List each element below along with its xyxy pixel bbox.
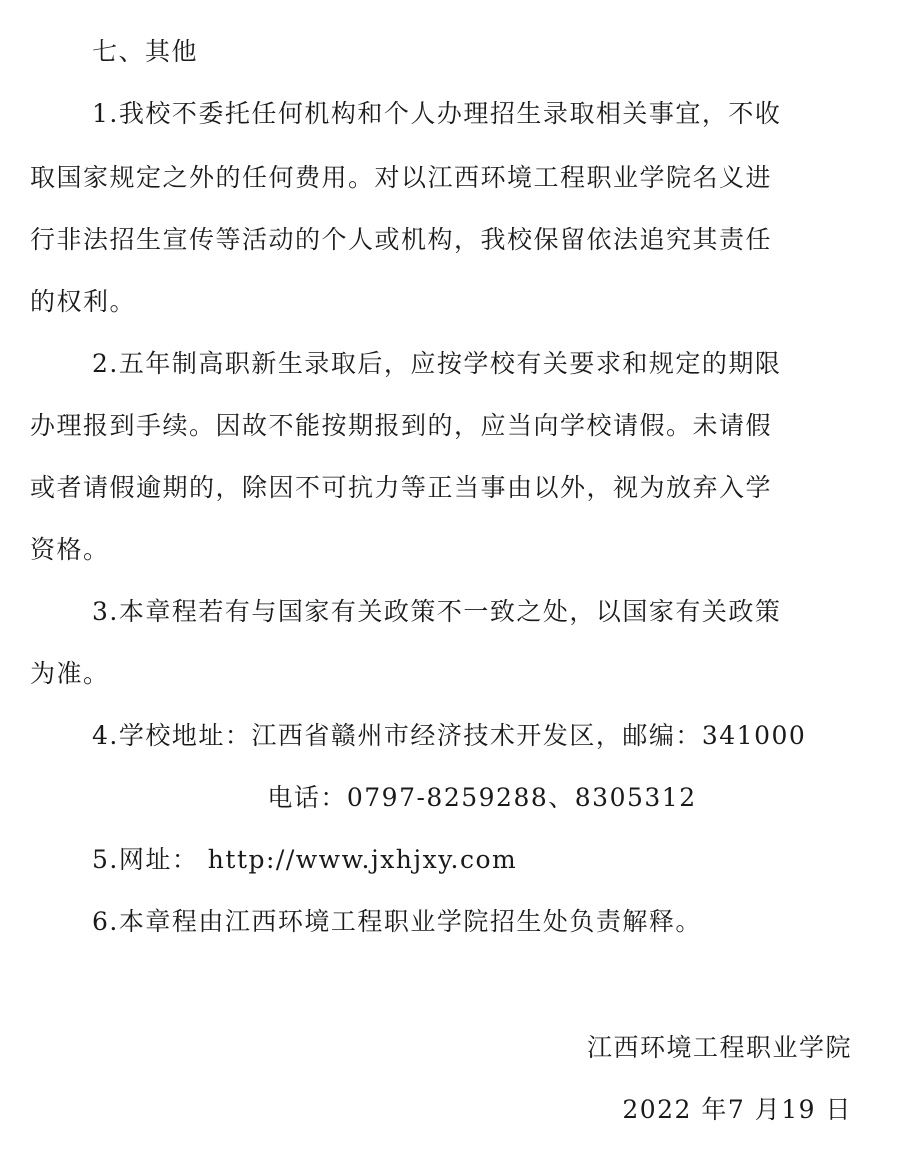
item-2-line-4: 资格。 [30, 535, 110, 564]
item-1-line-4: 的权利。 [30, 287, 137, 316]
item-1-line-2: 取国家规定之外的任何费用。对以江西环境工程职业学院名义进 [30, 163, 773, 192]
item-6-interpretation: 6.本章程由江西环境工程职业学院招生处负责解释。 [92, 907, 702, 936]
item-2-line-1: 2.五年制高职新生录取后，应按学校有关要求和规定的期限 [92, 349, 782, 378]
item-4-address: 4.学校地址：江西省赣州市经济技术开发区，邮编：341000 [92, 721, 807, 750]
item-3-line-2: 为准。 [30, 659, 110, 688]
signature-organization: 江西环境工程职业学院 [586, 1033, 852, 1062]
item-2-line-3: 或者请假逾期的，除因不可抗力等正当事由以外，视为放弃入学 [30, 473, 773, 502]
item-5-website: 5.网址： http://www.jxhjxy.com [92, 845, 518, 874]
signature-date: 2022 年7 月19 日 [622, 1095, 852, 1124]
item-2-line-2: 办理报到手续。因故不能按期报到的，应当向学校请假。未请假 [30, 411, 773, 440]
item-1-line-3: 行非法招生宣传等活动的个人或机构，我校保留依法追究其责任 [30, 225, 773, 254]
item-1-line-1: 1.我校不委托任何机构和个人办理招生录取相关事宜，不收 [92, 99, 782, 128]
section-heading: 七、其他 [92, 37, 199, 66]
item-4-phone: 电话：0797-8259288、8305312 [267, 783, 697, 812]
item-3-line-1: 3.本章程若有与国家有关政策不一致之处，以国家有关政策 [92, 597, 782, 626]
